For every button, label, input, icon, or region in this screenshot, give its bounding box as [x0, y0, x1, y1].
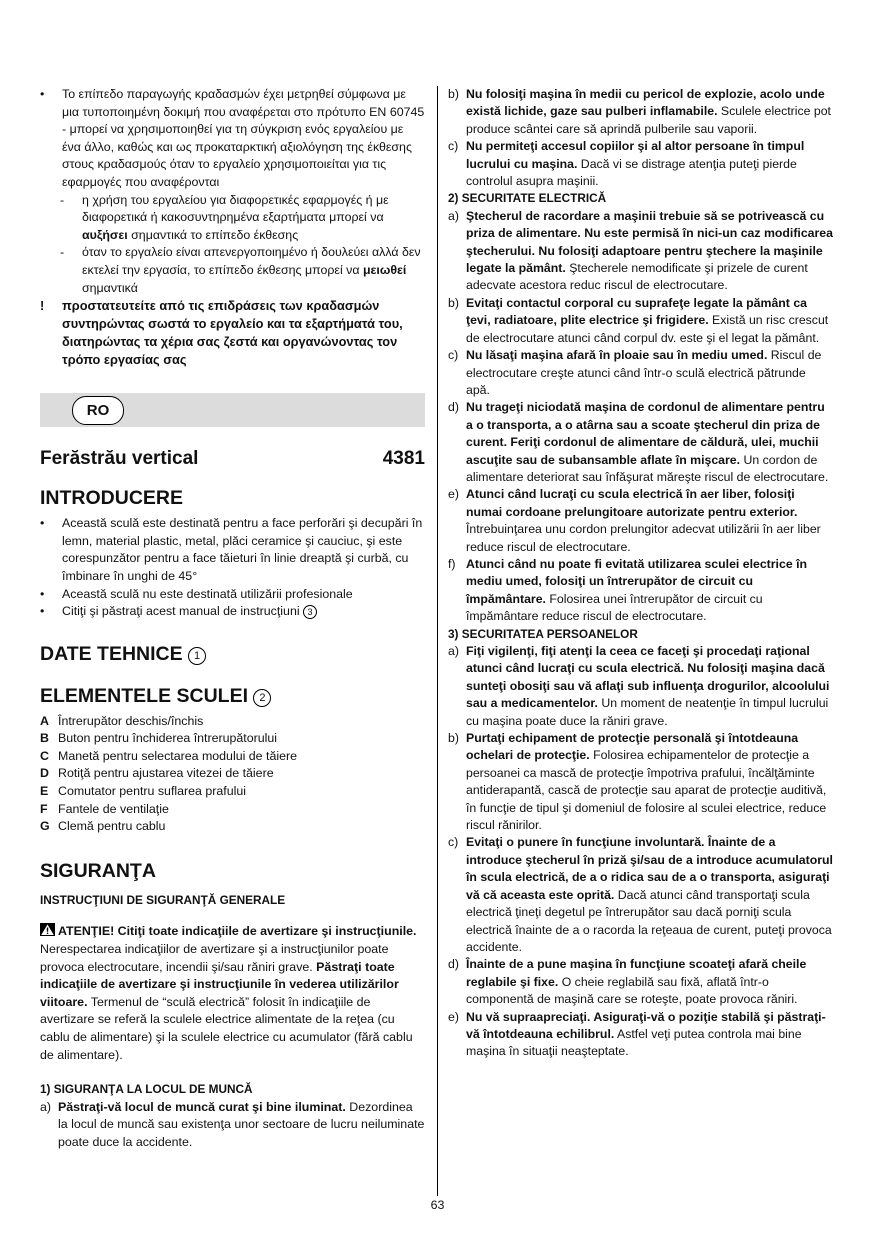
part-item: C Manetă pentru selectarea modului de tăiere: [40, 748, 298, 763]
safety-heading: SIGURANŢA: [40, 859, 156, 882]
safety-item-3a: a) Fiţi vigilenţi, fiţi atenţi la ceea ce faceţi şi procedaţi raţional atunci când lucraţi cu scula electrică. Nu folosiţi maşina dacă sunteţi obosiţi sau vă aflaţi sub influenţa drogurilor, alcoolului sau a medicamentelor. Un moment de neatenţie în timpul lucrului cu maşina poate duce la răniri grave.: [448, 644, 830, 728]
safety-item-3c: c) Evitaţi o punere în funcţiune involuntară. Înainte de a introduce ştecherul în priză şi/sau de a introduce acumulatorul în scula electrică, de a o ridica sau de a o transporta, asiguraţi vă că aceasta este oprită. Dacă atunci când transportaţi scula electrică ţineţi degetul pe întrerupător sau dacă porniţi scula electrică înainte de a o racorda la reţeaua de curent, puteţi provoca accidente.: [448, 835, 833, 954]
greek-vibration-bullet: • Το επίπεδο παραγωγής κραδασμών έχει μετρηθεί σύμφωνα με μια τυποποιημένη δοκιμή που αναφέρεται στο πρότυπο EN 60745 - μπορεί να χρησιμοποιηθεί για τη σύγκριση ενός εργαλείου με ένα άλλο, καθώς και ως προκαταρκτική αξιολόγηση της έκθεσης στους κραδασμούς όταν το εργαλείο χρησιμοποιείται για τις εφαρμογές που αναφέρονται: [40, 87, 425, 189]
language-badge: RO: [72, 396, 124, 425]
warning-triangle-icon: [40, 923, 55, 936]
parts-list: [40, 713, 425, 836]
safety-item-3b: b) Purtaţi echipament de protecţie personală şi întotdeauna ochelari de protecţie. Folosirea echipamentelor de protecţie a persoanei ca mască de protecţie împotriva prafului, încălţăminte antiderapantă, cască de protecţie sau aparat de protecţie auditivă, în funcţie de tipul şi domeniul de folosire al sculei electrice, reduce riscul rănirilor.: [448, 731, 827, 833]
greek-warning: ! προστατευτείτε από τις επιδράσεις των κραδασμών συντηρώντας σωστά το εργαλείο και τα εξαρτήματά του, διατηρώντας τα χέρια σας ζεστά και οργανώνοντας τον τρόπο εργασίας σας: [40, 298, 403, 368]
part-item: G Clemă pentru cablu: [40, 819, 166, 834]
page-number: 63: [430, 1198, 445, 1212]
tool-name: Ferăstrău vertical: [40, 448, 199, 470]
greek-sub-item-2: - όταν το εργαλείο είναι απενεργοποιημένο ή δουλεύει αλλά δεν εκτελεί την εργασία, το επίπεδο έκθεσης μπορεί να μειωθεί σημαντικά: [60, 245, 421, 295]
intro-heading: INTRODUCERE: [40, 487, 184, 510]
part-item: F Fantele de ventilaţie: [40, 801, 169, 816]
greek-sub-item-1: - η χρήση του εργαλείου για διαφορετικές εφαρμογές ή με διαφορετικά ή κακοσυντηρημένα εξαρτήματα μπορεί να αυξήσει σημαντικά το επίπεδο έκθεσης: [60, 192, 389, 242]
part-item: A Întrerupător deschis/închis: [40, 713, 204, 728]
safety-item-3d: d) Înainte de a pune maşina în funcţiune scoateţi afară cheile reglabile şi fixe. O cheie reglabilă sau fixă, aflată într-o componentă de maşină care se roteşte, poate provoca răniri.: [448, 957, 807, 1007]
safety-item-1c: c) Nu permiteţi accesul copiilor şi al altor persoane în timpul lucrului cu maşina. Dacă vi se distrage atenţia puteţi pierde controlul asupra maşinii.: [448, 139, 805, 189]
intro-bullet-3: • Citiţi şi păstraţi acest manual de instrucţiuni 3: [40, 603, 425, 621]
part-item: D Rotiţă pentru ajustarea vitezei de tăiere: [40, 766, 274, 781]
left-column: [40, 86, 425, 1152]
elements-heading: ELEMENTELE SCULEI 2: [40, 683, 425, 709]
figure-ref-2: 2: [253, 689, 271, 707]
language-band: [40, 393, 425, 427]
safety-item-2e: e) Atunci când lucraţi cu scula electrică în aer liber, folosiţi numai cordoane prelungitoare autorizate pentru exterior. Întrebuinţarea unu cordon prelungitor adecvat utilizării în aer liber reduce riscul de electrocutare.: [448, 487, 821, 554]
tech-heading: DATE TEHNICE 1: [40, 641, 425, 667]
safety-item-2b: b) Evitaţi contactul corporal cu suprafeţe legate la pământ ca ţevi, radiatoare, plite electrice şi frigidere. Există un risc crescut de electrocutare atunci când corpul dv. este şi el legat la pământ.: [448, 295, 829, 345]
safety-item-2c: c) Nu lăsaţi maşina afară în ploaie sau în mediu umed. Riscul de electrocutare creşte atunci când într-o sculă electrică pătrunde apă.: [448, 348, 822, 397]
tool-model: 4381: [382, 448, 425, 470]
right-column: [448, 86, 833, 1061]
safety-item-3e: e) Nu vă supraapreciaţi. Asiguraţi-vă o poziţie stabilă şi păstraţi-vă întotdeauna echilibrul. Astfel veţi putea controla mai bine maşina în situaţii neaşteptate.: [448, 1009, 826, 1059]
safety-item-2a: a) Ştecherul de racordare a maşinii trebuie să se potrivească cu priza de alimentare. Nu este permisă în nici-un caz modificarea ştecherului. Nu folosiţi adaptoare pentru ştechere la maşinile legate la pământ. Ştecherele nemodificate şi prizele de curent adecvate acestora reduc riscul de electrocutare.: [448, 208, 833, 293]
general-safety-heading: INSTRUCŢIUNI DE SIGURANŢĂ GENERALE: [40, 892, 286, 907]
column-divider: [437, 86, 438, 1196]
work-area-heading: 1) SIGURANŢA LA LOCUL DE MUNCĂ: [40, 1082, 253, 1097]
electrical-safety-heading: 2) SECURITATE ELECTRICĂ: [448, 191, 607, 206]
safety-item-1b: b) Nu folosiţi maşina în medii cu pericol de explozie, acolo unde există lichide, gaze sau pulberi inflamabile. Sculele electrice pot produce scântei care să aprindă pulberile sau vaporii.: [448, 87, 831, 136]
intro-bullet-2: • Această sculă nu este destinată utilizării profesionale: [40, 586, 353, 601]
figure-ref-1: 1: [188, 647, 206, 665]
part-item: E Comutator pentru suflarea prafului: [40, 784, 247, 799]
safety-item-1a: a) Păstraţi-vă locul de muncă curat şi bine iluminat. Dezordinea la locul de muncă sau existenţa unor sectoare de lucru neiluminate poate duce la accidente.: [40, 1099, 425, 1149]
intro-bullet-1: • Această sculă este destinată pentru a face perforări şi decupări în lemn, material plastic, metal, plăci ceramice şi cauciuc, şi este corespunzător pentru a face tăieturi în linie dreaptă şi curbă, cu îmbinare în unghi de 45°: [40, 516, 423, 583]
tool-title-row: [40, 447, 425, 471]
safety-item-2f: f) Atunci când nu poate fi evitată utilizarea sculei electrice în mediu umed, folosiţi un întrerupător de circuit cu împământare. Folosirea unei întrerupător de circuit cu împământare reduce riscul de electrocutare.: [448, 556, 807, 624]
figure-ref-3: 3: [303, 605, 317, 619]
part-item: B Buton pentru închiderea întrerupătorului: [40, 731, 278, 746]
safety-item-2d: d) Nu trageţi niciodată maşina de cordonul de alimentare pentru a o transporta, a o atârna sau a scoate ştecherul din priza de curent. Feriţi cordonul de alimentare de căldură, ulei, muchii ascuţite sau de subansamble aflate în mişcare. Un cordon de alimentare deteriorat sau înfăşurat măreşte riscul de electrocutare.: [448, 400, 829, 484]
attention-paragraph: ATENŢIE! Citiţi toate indicaţiile de avertizare şi instrucţiunile. Nerespectarea indicaţiilor de avertizare şi a instrucţiunilor poate provoca electrocutare, incendii şi/sau răniri grave. Păstraţi toate indicaţiile de avertizare şi instrucţiunile în vederea utilizărilor viitoare. Termenul de “sculă electrică” folosit în indicaţiile de avertizare se referă la sculele electrice alimentate de la reţea (cu cablu de alimentare) şi la sculele electrice cu acumulator (fără cablu de alimentare).: [40, 924, 417, 1062]
personal-safety-heading: 3) SECURITATEA PERSOANELOR: [448, 626, 638, 641]
